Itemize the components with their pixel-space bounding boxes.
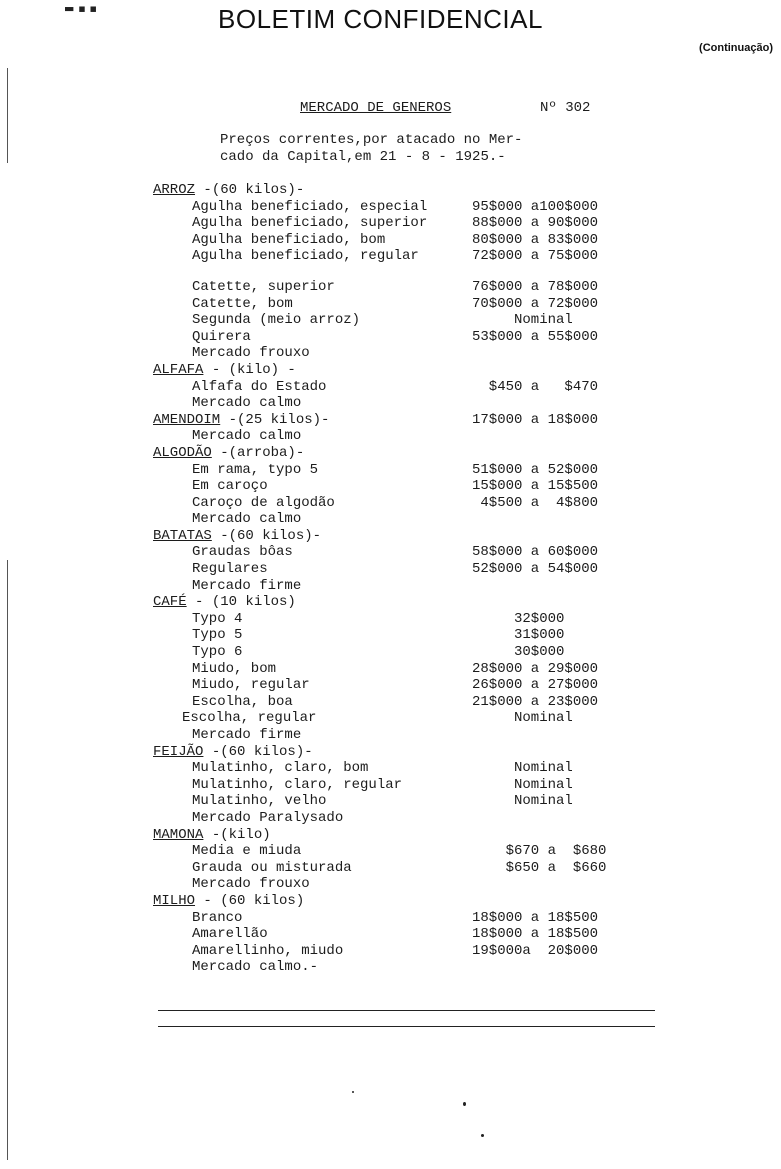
market-unit: -(60 kilos)- (195, 182, 305, 198)
price-row (0, 478, 781, 495)
price-row (0, 395, 781, 412)
item-label: Branco (192, 909, 243, 926)
price-table (0, 182, 781, 976)
divider (158, 1026, 655, 1027)
price-value: 18$000 a 18$500 (472, 909, 599, 926)
price-row (0, 910, 781, 927)
price-row (0, 248, 781, 265)
price-row (0, 793, 781, 810)
price-value: $670 a $680 (472, 843, 607, 860)
item-label: Escolha, regular (182, 710, 317, 727)
item-label: Media e miuda (192, 843, 302, 860)
intro-line: Preços correntes,por atacado no Mer- (220, 132, 523, 148)
ink-blot-icon: ▬ ▪ ▪ (64, 2, 97, 15)
price-value: 30$000 (472, 644, 565, 661)
price-value: 58$000 a 60$000 (472, 544, 599, 561)
market-name: CAFÉ (153, 594, 187, 611)
price-row (0, 710, 781, 727)
price-row (0, 544, 781, 561)
item-label: Agulha beneficiado, superior (192, 215, 428, 232)
price-row (0, 611, 781, 628)
price-value: $450 a $470 (472, 378, 599, 395)
item-label: Em rama, typo 5 (192, 461, 319, 478)
price-value: Nominal (472, 776, 573, 793)
market-heading (0, 445, 781, 462)
market-label (153, 594, 296, 611)
price-value: 26$000 a 27$000 (472, 677, 599, 694)
intro-text (220, 132, 600, 166)
item-label: Segunda (meio arroz) (192, 312, 361, 329)
item-label: Mulatinho, velho (192, 793, 327, 810)
price-row (0, 578, 781, 595)
market-name: ARROZ (153, 182, 196, 198)
price-value: 53$000 a 55$000 (472, 328, 599, 345)
market-label (153, 744, 313, 761)
item-label: Mulatinho, claro, bom (192, 760, 369, 777)
market-heading (0, 182, 781, 199)
speck (463, 1102, 466, 1106)
price-row (0, 810, 781, 827)
item-label: Mercado calmo.- (192, 959, 319, 976)
item-label: Catette, superior (192, 278, 335, 295)
market-name: ALGODÃO (153, 444, 212, 461)
price-row (0, 760, 781, 777)
market-unit: - (60 kilos) (195, 892, 305, 909)
price-row (0, 943, 781, 960)
item-label: Mercado firme (192, 577, 302, 594)
price-value: 21$000 a 23$000 (472, 693, 599, 710)
divider (158, 1010, 655, 1011)
item-label: Agulha beneficiado, especial (192, 198, 428, 215)
row-spacer (0, 265, 781, 279)
price-row (0, 215, 781, 232)
price-row (0, 677, 781, 694)
price-row (0, 199, 781, 216)
market-name: FEIJÃO (153, 743, 204, 760)
price-value: 28$000 a 29$000 (472, 660, 599, 677)
item-label: Graudas bôas (192, 544, 293, 561)
market-name: MILHO (153, 892, 196, 909)
market-unit: -(60 kilos)- (203, 743, 313, 760)
market-heading (0, 528, 781, 545)
market-name: AMENDOIM (153, 411, 221, 428)
item-label: Mercado firme (192, 727, 302, 743)
item-label: Typo 6 (192, 644, 243, 661)
page-title: BOLETIM CONFIDENCIAL (218, 4, 543, 34)
price-row (0, 232, 781, 249)
price-row (0, 495, 781, 512)
market-heading (0, 827, 781, 844)
price-row (0, 511, 781, 528)
item-label: Mercado calmo (192, 428, 302, 445)
price-value: 19$000a 20$000 (472, 942, 599, 959)
market-heading (0, 594, 781, 611)
market-heading (0, 362, 781, 379)
item-label: Quirera (192, 328, 251, 345)
price-row (0, 296, 781, 313)
item-label: Mercado frouxo (192, 876, 310, 893)
item-label: Mercado calmo (192, 395, 302, 412)
price-row (0, 379, 781, 396)
price-row (0, 926, 781, 943)
market-label (153, 528, 321, 545)
price-row (0, 627, 781, 644)
price-row (0, 843, 781, 860)
price-value: 4$500 a 4$800 (472, 494, 599, 511)
item-label: Miudo, bom (192, 660, 277, 677)
price-value: Nominal (472, 760, 573, 777)
speck (481, 1134, 484, 1137)
price-row (0, 777, 781, 794)
price-value: 31$000 (472, 627, 565, 644)
price-row (0, 462, 781, 479)
price-row (0, 644, 781, 661)
price-row (0, 329, 781, 346)
market-label (153, 182, 304, 199)
market-label (153, 412, 329, 429)
item-label: Caroço de algodão (192, 494, 335, 511)
intro-line: cado da Capital,em 21 - 8 - 1925.- (220, 149, 506, 165)
item-label: Miudo, regular (192, 677, 310, 694)
item-label: Typo 4 (192, 610, 243, 627)
item-label: Amarellinho, miudo (192, 942, 344, 959)
price-row (0, 661, 781, 678)
market-name: MAMONA (153, 826, 204, 843)
market-label (153, 893, 304, 910)
price-row (0, 727, 781, 744)
price-value: $650 a $660 (472, 859, 607, 876)
market-label (153, 362, 296, 379)
market-unit: -(60 kilos)- (211, 527, 322, 544)
market-name: ALFAFA (153, 361, 204, 378)
price-value: 17$000 a 18$000 (472, 411, 599, 428)
market-unit: -(arroba)- (211, 444, 305, 461)
item-label: Agulha beneficiado, bom (192, 231, 386, 248)
price-row (0, 312, 781, 329)
item-label: Regulares (192, 561, 268, 578)
price-value: 18$000 a 18$500 (472, 926, 599, 943)
item-label: Grauda ou misturada (192, 859, 352, 876)
price-value: 70$000 a 72$000 (472, 295, 599, 312)
bulletin-heading (300, 100, 620, 116)
price-value: 95$000 a100$000 (472, 198, 599, 215)
item-label: Escolha, boa (192, 693, 293, 710)
market-label (153, 827, 271, 844)
market-name: BATATAS (153, 527, 212, 544)
item-label: Mercado calmo (192, 511, 302, 528)
price-value: 76$000 a 78$000 (472, 278, 599, 295)
item-label: Amarellão (192, 926, 268, 943)
item-label: Mercado frouxo (192, 345, 310, 362)
price-value: Nominal (472, 710, 573, 727)
market-heading (0, 893, 781, 910)
price-row (0, 428, 781, 445)
price-value: 72$000 a 75$000 (472, 248, 599, 265)
item-label: Alfafa do Estado (192, 378, 327, 395)
item-label: Mulatinho, claro, regular (192, 776, 403, 793)
market-heading (0, 412, 781, 429)
price-row (0, 561, 781, 578)
market-unit: - (10 kilos) (186, 594, 296, 611)
price-value: 80$000 a 83$000 (472, 231, 599, 248)
price-row (0, 876, 781, 893)
price-row (0, 345, 781, 362)
price-value: 52$000 a 54$000 (472, 561, 599, 578)
market-heading (0, 744, 781, 761)
price-row (0, 959, 781, 976)
price-row (0, 694, 781, 711)
price-value: 15$000 a 15$500 (472, 478, 599, 495)
price-value: 88$000 a 90$000 (472, 215, 599, 232)
continuation-note: (Continuação) (699, 42, 773, 54)
market-unit: -(25 kilos)- (220, 411, 330, 428)
price-value: 51$000 a 52$000 (472, 461, 599, 478)
item-label: Em caroço (192, 478, 268, 495)
market-label (153, 445, 304, 462)
bulletin-title: MERCADO DE GENEROS (300, 100, 452, 116)
margin-stroke (7, 68, 8, 163)
market-unit: -(kilo) (203, 826, 271, 843)
price-value: Nominal (472, 312, 573, 329)
price-value: 32$000 (472, 610, 565, 627)
price-row (0, 279, 781, 296)
price-value: Nominal (472, 793, 573, 810)
item-label: Catette, bom (192, 295, 293, 312)
bulletin-number: Nº 302 (540, 100, 591, 116)
speck (352, 1091, 354, 1093)
market-unit: - (kilo) - (203, 361, 296, 378)
item-label: Mercado Paralysado (192, 809, 344, 826)
item-label: Agulha beneficiado, regular (192, 248, 419, 265)
price-row (0, 860, 781, 877)
item-label: Typo 5 (192, 627, 243, 644)
